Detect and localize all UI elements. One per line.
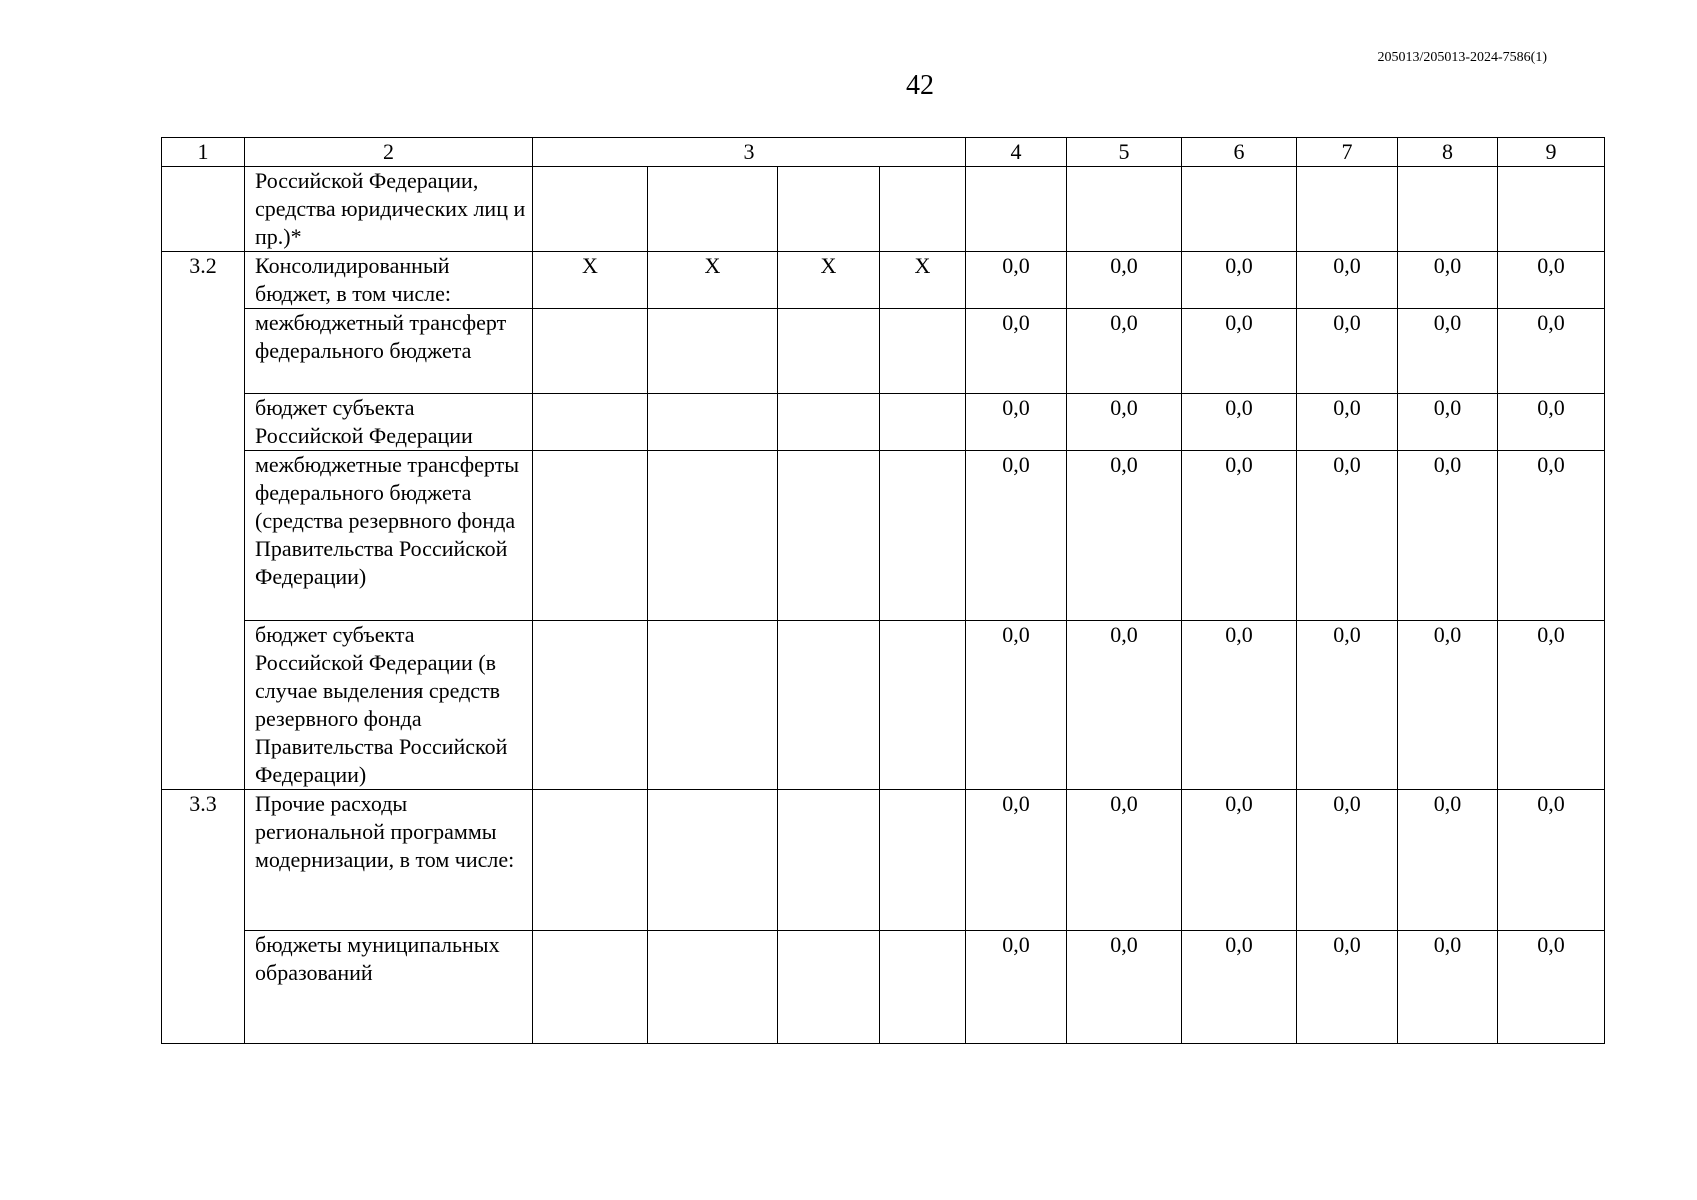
value-cell: 0,0 (1182, 790, 1297, 931)
value-cell: 0,0 (966, 790, 1067, 931)
value-cell: 0,0 (1398, 394, 1498, 451)
row-name-cell: Прочие расходы региональной программы модернизации, в том числе: (245, 790, 533, 931)
sub-cell: Х (880, 252, 966, 309)
page-number: 42 (906, 70, 934, 101)
value-cell: 0,0 (1398, 252, 1498, 309)
table-row (162, 931, 1605, 1044)
value-cell (1297, 167, 1398, 252)
value-cell: 0,0 (1182, 621, 1297, 790)
value-cell: 0,0 (1498, 309, 1605, 394)
column-header: 4 (966, 138, 1067, 167)
value-cell: 0,0 (1297, 621, 1398, 790)
value-cell: 0,0 (1498, 252, 1605, 309)
value-cell: 0,0 (1297, 451, 1398, 621)
value-cell: 0,0 (966, 394, 1067, 451)
sub-cell (778, 451, 880, 621)
value-cell: 0,0 (1297, 790, 1398, 931)
sub-cell (533, 167, 648, 252)
value-cell (1067, 167, 1182, 252)
value-cell: 0,0 (1398, 621, 1498, 790)
value-cell: 0,0 (1498, 394, 1605, 451)
sub-cell: Х (648, 252, 778, 309)
sub-cell (778, 394, 880, 451)
sub-cell (880, 790, 966, 931)
value-cell: 0,0 (1067, 309, 1182, 394)
sub-cell (880, 394, 966, 451)
row-name-cell: бюджет субъекта Российской Федерации (245, 394, 533, 451)
table-row (162, 451, 1605, 621)
column-header-row (162, 138, 1605, 167)
value-cell: 0,0 (966, 621, 1067, 790)
document-id: 205013/205013-2024-7586(1) (1377, 50, 1547, 65)
sub-cell (648, 167, 778, 252)
sub-cell (880, 931, 966, 1044)
value-cell: 0,0 (1498, 621, 1605, 790)
row-number-cell (162, 167, 245, 252)
sub-cell (533, 309, 648, 394)
sub-cell (533, 394, 648, 451)
value-cell: 0,0 (966, 252, 1067, 309)
table-row (162, 167, 1605, 252)
sub-cell (880, 451, 966, 621)
sub-cell (880, 167, 966, 252)
sub-cell (778, 621, 880, 790)
value-cell: 0,0 (1067, 621, 1182, 790)
column-header: 9 (1498, 138, 1605, 167)
table-row (162, 394, 1605, 451)
row-number-cell: 3.3 (162, 790, 245, 1044)
sub-cell (533, 790, 648, 931)
budget-table (161, 137, 1605, 1044)
sub-cell (880, 309, 966, 394)
column-header: 6 (1182, 138, 1297, 167)
sub-cell (778, 167, 880, 252)
sub-cell (648, 621, 778, 790)
row-name-cell: бюджет субъекта Российской Федерации (в случае выделения средств резервного фонда Правительства Российской Федерации) (245, 621, 533, 790)
value-cell: 0,0 (1297, 309, 1398, 394)
value-cell: 0,0 (1398, 451, 1498, 621)
value-cell: 0,0 (1182, 309, 1297, 394)
value-cell: 0,0 (1067, 790, 1182, 931)
value-cell (1182, 167, 1297, 252)
sub-cell (648, 451, 778, 621)
sub-cell (880, 621, 966, 790)
value-cell: 0,0 (1067, 931, 1182, 1044)
value-cell: 0,0 (1398, 931, 1498, 1044)
value-cell: 0,0 (1182, 931, 1297, 1044)
sub-cell (533, 931, 648, 1044)
sub-cell (648, 394, 778, 451)
column-header: 7 (1297, 138, 1398, 167)
row-name-cell: бюджеты муниципальных образований (245, 931, 533, 1044)
row-name-cell: Консолидированный бюджет, в том числе: (245, 252, 533, 309)
sub-cell (778, 790, 880, 931)
row-number-cell: 3.2 (162, 252, 245, 790)
column-header: 5 (1067, 138, 1182, 167)
column-header: 8 (1398, 138, 1498, 167)
value-cell: 0,0 (966, 931, 1067, 1044)
value-cell: 0,0 (966, 451, 1067, 621)
row-name-cell: межбюджетные трансферты федерального бюджета (средства резервного фонда Правительства Российской Федерации) (245, 451, 533, 621)
value-cell: 0,0 (1297, 931, 1398, 1044)
sub-cell (778, 931, 880, 1044)
value-cell: 0,0 (1398, 309, 1498, 394)
value-cell (966, 167, 1067, 252)
value-cell: 0,0 (1182, 451, 1297, 621)
value-cell: 0,0 (1067, 252, 1182, 309)
sub-cell: Х (778, 252, 880, 309)
column-header: 3 (533, 138, 966, 167)
row-name-cell: межбюджетный трансферт федерального бюджета (245, 309, 533, 394)
value-cell: 0,0 (1498, 451, 1605, 621)
value-cell (1398, 167, 1498, 252)
value-cell: 0,0 (1297, 394, 1398, 451)
table-row (162, 309, 1605, 394)
column-header: 1 (162, 138, 245, 167)
row-name-cell: Российской Федерации, средства юридических лиц и пр.)* (245, 167, 533, 252)
table-row (162, 621, 1605, 790)
table-row (162, 252, 1605, 309)
sub-cell (648, 309, 778, 394)
sub-cell (533, 621, 648, 790)
sub-cell (533, 451, 648, 621)
value-cell: 0,0 (1498, 790, 1605, 931)
sub-cell (648, 790, 778, 931)
value-cell (1498, 167, 1605, 252)
column-header: 2 (245, 138, 533, 167)
value-cell: 0,0 (1067, 451, 1182, 621)
table-row (162, 790, 1605, 931)
value-cell: 0,0 (1498, 931, 1605, 1044)
value-cell: 0,0 (1067, 394, 1182, 451)
sub-cell (778, 309, 880, 394)
value-cell: 0,0 (1182, 394, 1297, 451)
sub-cell (648, 931, 778, 1044)
value-cell: 0,0 (966, 309, 1067, 394)
value-cell: 0,0 (1297, 252, 1398, 309)
value-cell: 0,0 (1182, 252, 1297, 309)
value-cell: 0,0 (1398, 790, 1498, 931)
sub-cell: Х (533, 252, 648, 309)
